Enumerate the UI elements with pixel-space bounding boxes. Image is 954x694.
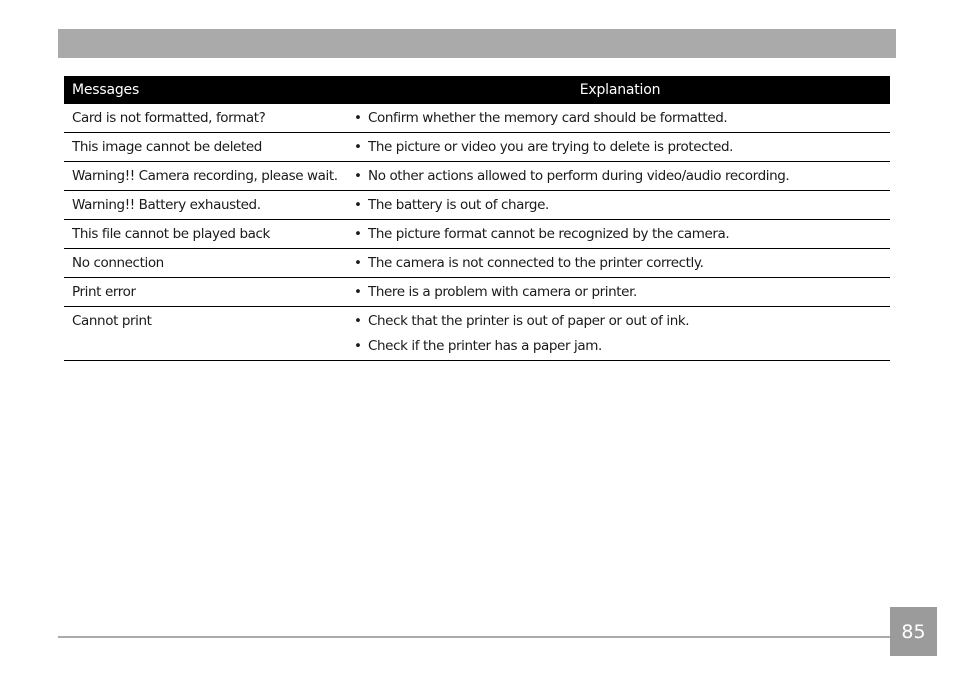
explanation-text: The battery is out of charge. [368, 197, 549, 213]
table-row [64, 249, 890, 278]
messages-table [64, 76, 890, 361]
explanation-item [354, 167, 882, 185]
table-row [64, 220, 890, 249]
explanation-item [354, 283, 882, 301]
explanation-text: Check that the printer is out of paper or out of ink. [368, 313, 690, 329]
message-cell: No connection [64, 249, 350, 278]
explanation-cell [350, 104, 890, 133]
explanation-text: The picture format cannot be recognized by the camera. [368, 226, 730, 242]
explanation-cell [350, 191, 890, 220]
explanation-text: The camera is not connected to the printer correctly. [368, 255, 704, 271]
explanation-cell [350, 133, 890, 162]
explanation-item [354, 109, 882, 127]
bullet-icon: • [354, 313, 362, 329]
bullet-icon: • [354, 284, 362, 300]
message-cell: Warning!! Camera recording, please wait. [64, 162, 350, 191]
message-cell: Print error [64, 278, 350, 307]
explanation-text: The picture or video you are trying to delete is protected. [368, 139, 734, 155]
explanation-text: No other actions allowed to perform during video/audio recording. [368, 168, 790, 184]
message-cell: Warning!! Battery exhausted. [64, 191, 350, 220]
explanation-item [354, 138, 882, 156]
message-cell: Card is not formatted, format? [64, 104, 350, 133]
explanation-item [354, 254, 882, 272]
explanation-item [354, 312, 882, 330]
bullet-icon: • [354, 226, 362, 242]
column-header-explanation: Explanation [350, 76, 890, 104]
bullet-icon: • [354, 255, 362, 271]
table-row [64, 133, 890, 162]
table-header-row [64, 76, 890, 104]
explanation-cell [350, 162, 890, 191]
bullet-icon: • [354, 110, 362, 126]
header-bar [58, 29, 896, 58]
bullet-icon: • [354, 139, 362, 155]
table-row [64, 104, 890, 133]
bullet-icon: • [354, 168, 362, 184]
message-cell: This file cannot be played back [64, 220, 350, 249]
message-cell: Cannot print [64, 307, 350, 361]
explanation-cell [350, 307, 890, 361]
table-row [64, 191, 890, 220]
footer-rule [58, 636, 890, 638]
explanation-cell [350, 278, 890, 307]
explanation-text: There is a problem with camera or printer. [368, 284, 637, 300]
table-row [64, 278, 890, 307]
explanation-item [354, 225, 882, 243]
column-header-messages: Messages [64, 76, 350, 104]
explanation-text: Confirm whether the memory card should be formatted. [368, 110, 728, 126]
explanation-item [354, 337, 882, 355]
table-row [64, 307, 890, 361]
message-cell: This image cannot be deleted [64, 133, 350, 162]
explanation-item [354, 196, 882, 214]
bullet-icon: • [354, 338, 362, 354]
table-row [64, 162, 890, 191]
page-number: 85 [890, 607, 937, 656]
explanation-cell [350, 220, 890, 249]
explanation-cell [350, 249, 890, 278]
explanation-text: Check if the printer has a paper jam. [368, 338, 602, 354]
bullet-icon: • [354, 197, 362, 213]
